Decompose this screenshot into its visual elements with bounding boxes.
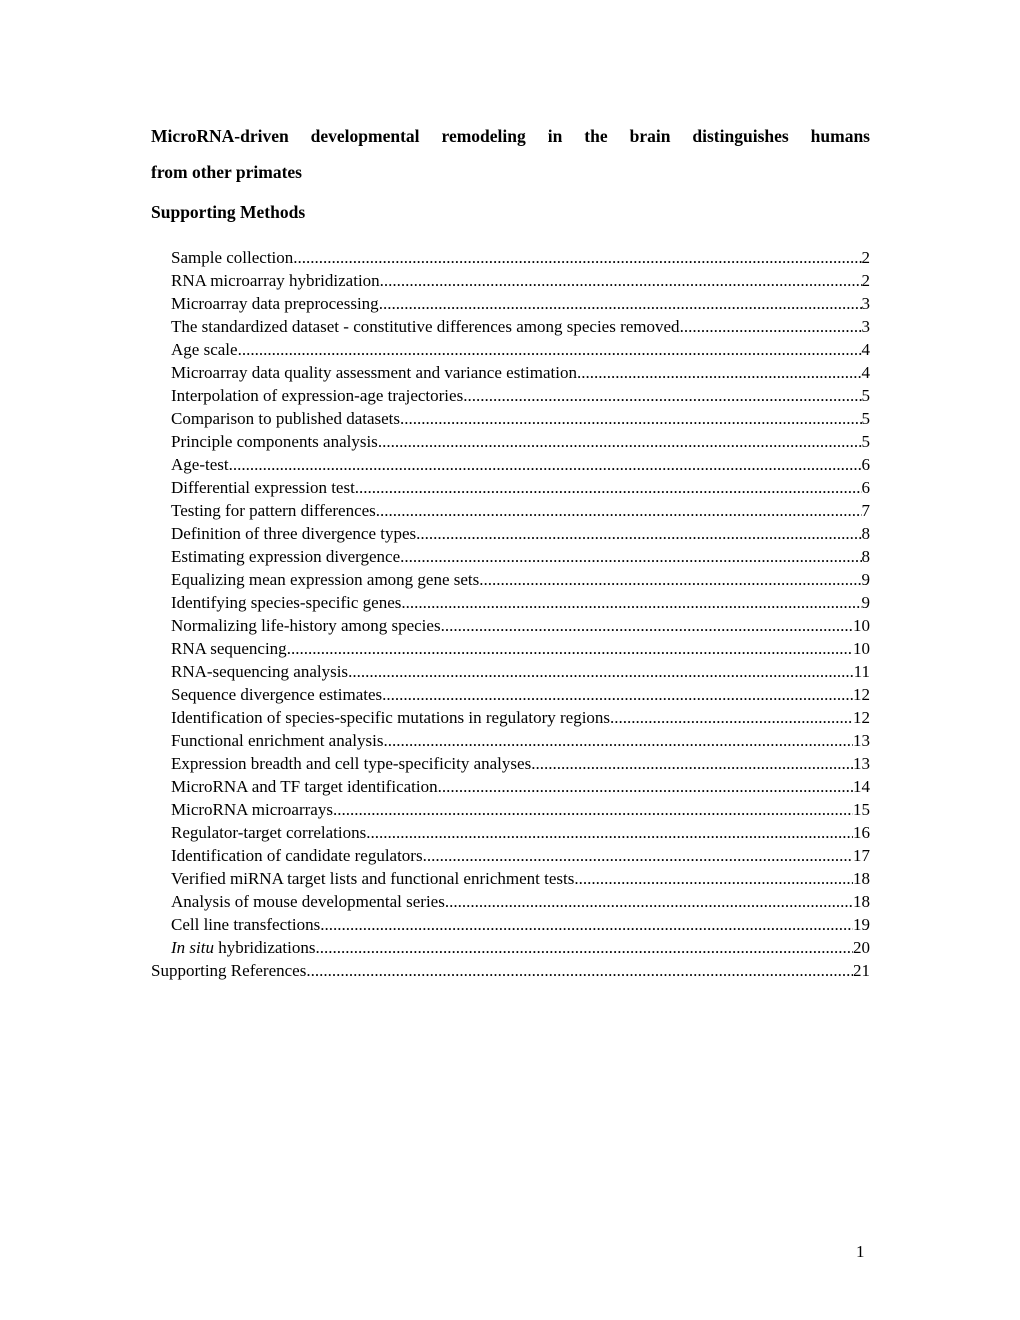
toc-entry[interactable] [151, 568, 870, 591]
toc-entry[interactable] [151, 591, 870, 614]
toc-leader [610, 706, 853, 729]
toc-entry-label-rest: hybridizations [213, 938, 316, 957]
toc-entry[interactable] [151, 292, 870, 315]
toc-entry-label: Analysis of mouse developmental series [171, 892, 445, 911]
toc-leader [423, 844, 853, 867]
title-line-1: MicroRNA-driven developmental remodeling in the brain distinguishes humans [151, 126, 870, 146]
toc-leader [577, 361, 862, 384]
toc-entry[interactable] [151, 453, 870, 476]
toc-entry-label: RNA-sequencing analysis [171, 662, 349, 681]
toc-entry-label: Age scale [171, 340, 238, 359]
toc-entry-page: 7 [861, 501, 870, 520]
toc-entry-page: 16 [853, 823, 870, 842]
toc-leader [400, 545, 861, 568]
toc-entry-label: Microarray data quality assessment and variance estimation [171, 363, 577, 382]
toc-leader [441, 614, 853, 637]
toc-entry-page: 4 [861, 340, 870, 359]
toc-leader [383, 729, 853, 752]
toc-leader [463, 384, 861, 407]
toc-leader [238, 338, 862, 361]
toc-entry-label: Interpolation of expression-age trajectories [171, 386, 464, 405]
toc-entry[interactable] [151, 269, 870, 292]
toc-leader [382, 683, 853, 706]
toc-entry[interactable] [151, 660, 870, 683]
toc-entry-label: Identification of species-specific mutations in regulatory regions [171, 708, 611, 727]
toc-entry-label: Comparison to published datasets [171, 409, 401, 428]
toc-entry-label-italic: In situ [171, 938, 214, 957]
toc-leader [287, 637, 853, 660]
toc-entry[interactable] [151, 890, 870, 913]
toc-entry[interactable] [151, 338, 870, 361]
toc-entry-page: 18 [853, 892, 870, 911]
toc-entry-label: Differential expression test [171, 478, 355, 497]
toc-entry-label: Definition of three divergence types [171, 524, 417, 543]
title-line-2: from other primates [151, 162, 302, 182]
toc-entry[interactable] [151, 706, 870, 729]
toc-leader [333, 798, 853, 821]
toc-entry[interactable] [151, 499, 870, 522]
toc-entry-label: Cell line transfections [171, 915, 321, 934]
toc-entry-page: 13 [853, 754, 870, 773]
toc-entry-label: Testing for pattern differences [171, 501, 376, 520]
toc-entry-label: The standardized dataset - constitutive differences among species removed [171, 317, 680, 336]
toc-leader [416, 522, 861, 545]
toc-entry-page: 2 [861, 248, 870, 267]
toc-entry-label: Estimating expression divergence [171, 547, 401, 566]
toc-entry-label: Identifying species-specific genes [171, 593, 402, 612]
page-number: 1 [856, 1242, 865, 1261]
toc-entry[interactable] [151, 430, 870, 453]
toc-entry-label: Regulator-target correlations [171, 823, 367, 842]
table-of-contents [151, 246, 870, 982]
toc-entry-label: MicroRNA and TF target identification [171, 777, 438, 796]
toc-entry-label: MicroRNA microarrays [171, 800, 333, 819]
toc-entry-label: RNA sequencing [171, 639, 287, 658]
toc-entry-label: Normalizing life-history among species [171, 616, 441, 635]
toc-entry-page: 8 [861, 547, 870, 566]
toc-entry[interactable] [151, 936, 870, 959]
toc-entry-page: 20 [853, 938, 870, 957]
toc-leader [320, 913, 853, 936]
toc-entry[interactable] [151, 384, 870, 407]
toc-entry[interactable] [151, 407, 870, 430]
toc-entry[interactable] [151, 844, 870, 867]
toc-leader [531, 752, 853, 775]
toc-entry-label: Expression breadth and cell type-specificity analyses [171, 754, 532, 773]
toc-entry-label: Supporting References [151, 961, 307, 980]
toc-entry-page: 10 [853, 616, 870, 635]
toc-entry-page: 9 [861, 570, 870, 589]
toc-entry-label: Microarray data preprocessing [171, 294, 379, 313]
toc-entry-page: 3 [861, 317, 870, 336]
toc-entry-page: 11 [853, 662, 870, 681]
toc-entry[interactable] [151, 522, 870, 545]
toc-entry-page: 19 [853, 915, 870, 934]
toc-entry-page: 6 [861, 455, 870, 474]
toc-entry-label: Identification of candidate regulators [171, 846, 423, 865]
toc-entry-page: 9 [861, 593, 870, 612]
toc-entry-label: Sequence divergence estimates [171, 685, 383, 704]
toc-leader [378, 430, 862, 453]
toc-entry[interactable] [151, 361, 870, 384]
toc-entry[interactable] [151, 476, 870, 499]
toc-leader [229, 453, 862, 476]
toc-entry-page: 13 [853, 731, 870, 750]
toc-entry-page: 18 [853, 869, 870, 888]
toc-leader [438, 775, 853, 798]
toc-entry-page: 2 [861, 271, 870, 290]
toc-entry[interactable] [151, 545, 870, 568]
toc-entry-page: 4 [861, 363, 870, 382]
toc-entry-page: 10 [853, 639, 870, 658]
section-heading: Supporting Methods [151, 202, 306, 222]
toc-entry-label: Age-test [171, 455, 229, 474]
toc-leader [366, 821, 853, 844]
toc-entry[interactable] [151, 614, 870, 637]
toc-leader [355, 476, 862, 499]
toc-leader [316, 936, 854, 959]
toc-leader [376, 499, 862, 522]
toc-entry-label: Principle components analysis [171, 432, 378, 451]
toc-entry-label: Sample collection [171, 248, 294, 267]
toc-entry[interactable] [151, 729, 870, 752]
toc-leader [380, 269, 862, 292]
toc-entry-page: 3 [861, 294, 870, 313]
toc-leader [479, 568, 861, 591]
toc-leader [401, 591, 861, 614]
toc-entry-label [171, 936, 316, 959]
toc-entry-page: 5 [861, 409, 870, 428]
toc-entry-page: 14 [853, 777, 870, 796]
toc-leader [400, 407, 861, 430]
toc-leader [348, 660, 854, 683]
toc-entry-page: 21 [853, 961, 870, 980]
toc-entry-page: 12 [853, 685, 870, 704]
toc-entry[interactable] [151, 637, 870, 660]
toc-leader [379, 292, 862, 315]
toc-entry-page: 17 [853, 846, 870, 865]
toc-entry[interactable] [151, 752, 870, 775]
toc-entry-label: RNA microarray hybridization [171, 271, 380, 290]
toc-entry[interactable] [151, 821, 870, 844]
toc-entry-page: 5 [861, 432, 870, 451]
toc-entry[interactable] [151, 683, 870, 706]
toc-entry-label: Functional enrichment analysis [171, 731, 384, 750]
toc-entry[interactable] [151, 315, 870, 338]
toc-entry-page: 6 [861, 478, 870, 497]
toc-leader [293, 246, 861, 269]
toc-entry[interactable] [151, 798, 870, 821]
toc-entry[interactable] [151, 775, 870, 798]
toc-entry-label: Equalizing mean expression among gene sets [171, 570, 480, 589]
toc-entry-page: 12 [853, 708, 870, 727]
toc-entry[interactable] [151, 867, 870, 890]
toc-entry-page: 8 [861, 524, 870, 543]
toc-entry[interactable] [151, 959, 870, 982]
toc-entry[interactable] [151, 246, 870, 269]
toc-entry-label: Verified miRNA target lists and functional enrichment tests [171, 869, 575, 888]
toc-leader [445, 890, 853, 913]
toc-entry-page: 5 [861, 386, 870, 405]
toc-entry[interactable] [151, 913, 870, 936]
toc-leader [680, 315, 862, 338]
toc-leader [574, 867, 853, 890]
toc-leader [306, 959, 853, 982]
document-title [151, 118, 870, 190]
toc-entry-page: 15 [853, 800, 870, 819]
